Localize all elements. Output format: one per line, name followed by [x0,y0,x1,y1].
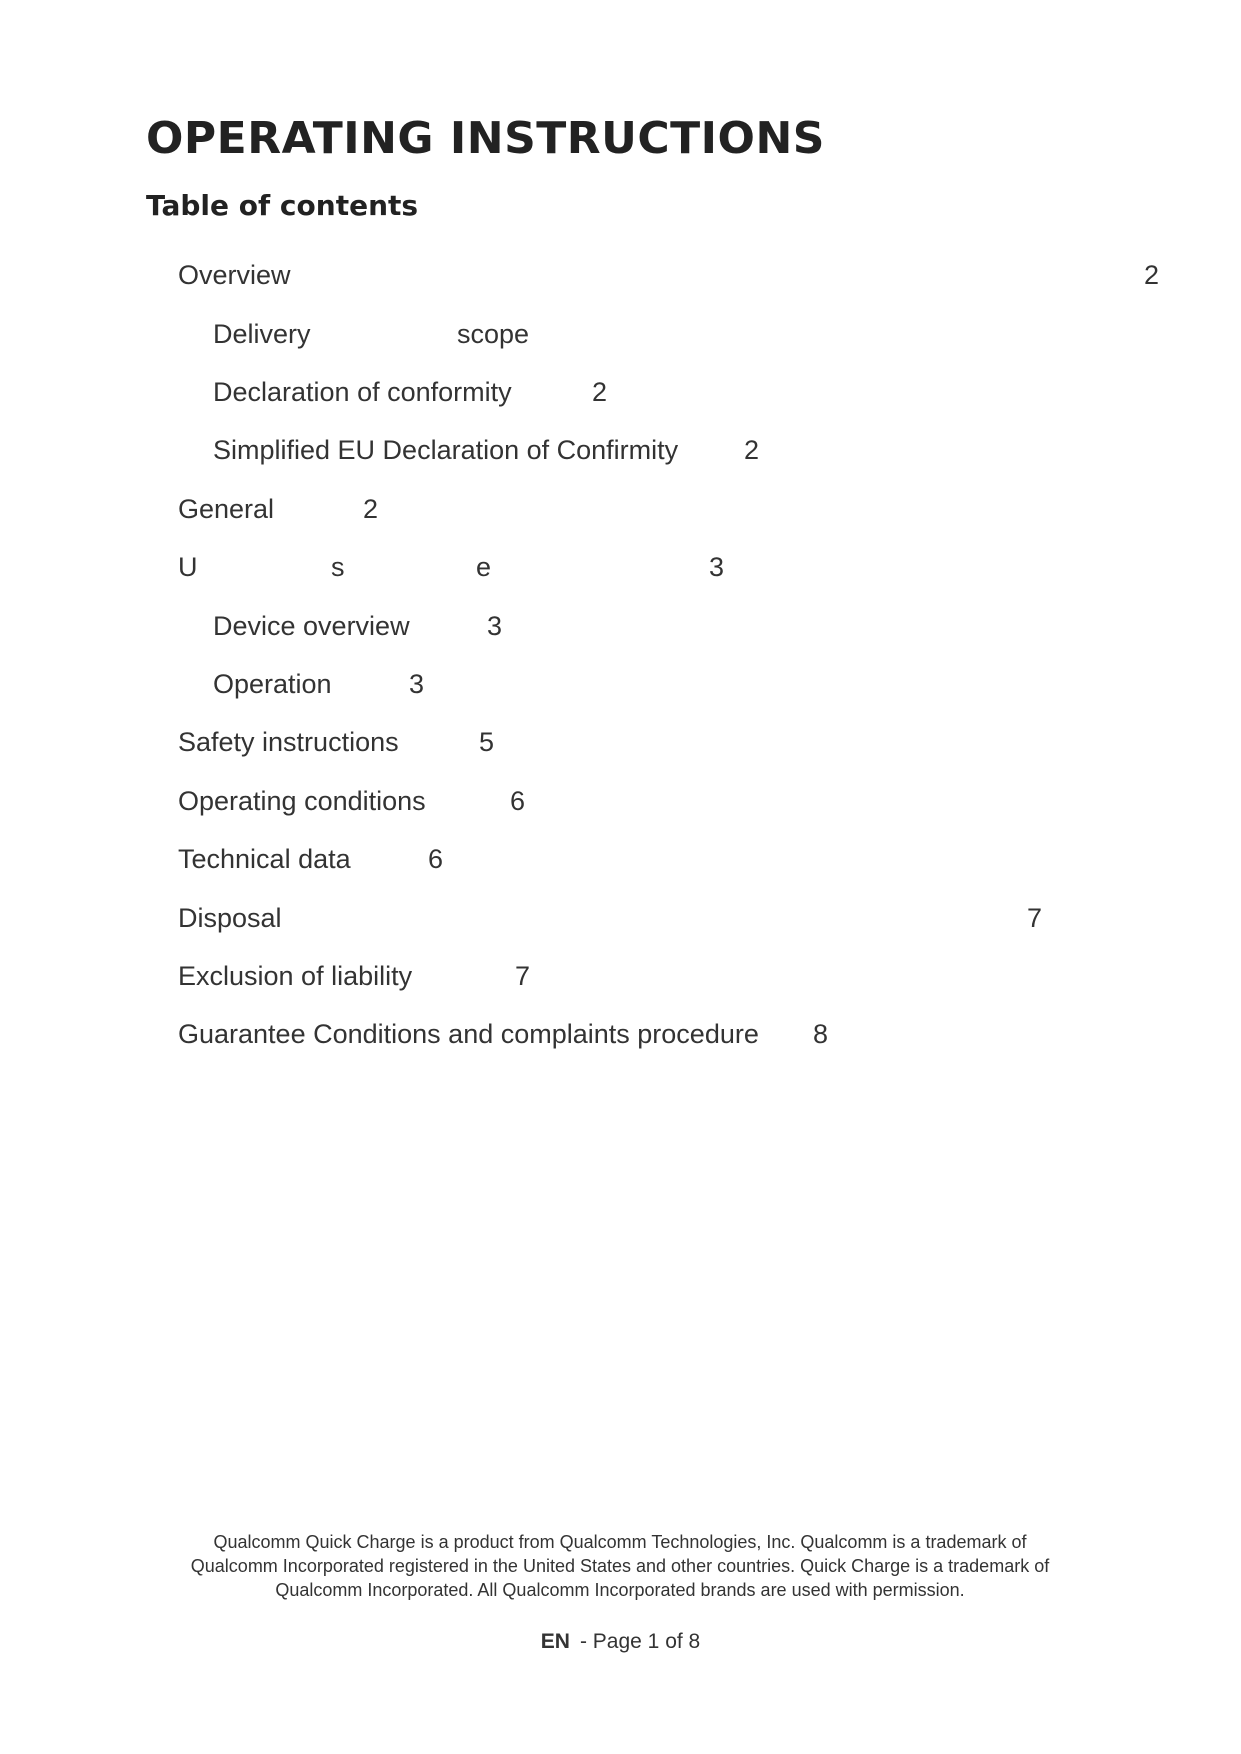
trademark-notice-line: Qualcomm Incorporated registered in the United States and other countries. Quick Charge is a trademark of [190,1556,1050,1576]
trademark-notice-line: Qualcomm Quick Charge is a product from Qualcomm Technologies, Inc. Qualcomm is a trademark of [213,1532,1027,1552]
document-title: OPERATING INSTRUCTIONS [146,113,825,164]
toc-entry-label: Operation [213,669,332,699]
toc-heading: Table of contents [146,189,419,222]
toc-entry-page: 8 [813,1019,829,1049]
toc-entry-page: 2 [1144,260,1160,290]
toc-entry-page: 7 [515,961,531,991]
trademark-notice [120,1530,1120,1602]
toc-entry-page: 7 [1027,903,1043,933]
toc-entry-label: Technical data [178,844,351,874]
toc-entry-label: General [178,494,275,524]
toc-entry-page: 5 [479,727,495,757]
toc-entry-label: Overview [178,260,291,290]
toc-entry-page: 6 [428,844,444,874]
toc-entry-label: Simplified EU Declaration of Confirmity [213,435,679,465]
toc-entry-page: 2 [363,494,379,524]
toc-entry-page: 3 [487,611,503,641]
toc-entry-label-continued: scope [457,319,530,349]
toc-entry-page: 3 [709,552,725,582]
trademark-notice-line: Qualcomm Incorporated. All Qualcomm Incorporated brands are used with permission. [275,1580,965,1600]
toc-entry-label-continued: s [331,552,345,582]
toc-entry-label-continued: e [476,552,492,582]
toc-entry-label: Safety instructions [178,727,399,757]
toc-entry-page: 2 [744,435,760,465]
toc-entry-label: Disposal [178,903,282,933]
toc-entry-page: 2 [592,377,608,407]
toc-entry-label: Exclusion of liability [178,961,413,991]
toc-entry-label: U [178,552,198,582]
page-footer [0,1630,1241,1654]
toc-entry-label: Operating conditions [178,786,426,816]
language-code: EN [540,1630,570,1653]
toc-entry-label: Declaration of conformity [213,377,512,407]
page-number: - Page 1 of 8 [579,1630,701,1653]
toc-entry-page: 6 [510,786,526,816]
toc-entry-label: Device overview [213,611,410,641]
toc-entry-label: Delivery [213,319,311,349]
toc-entry-label: Guarantee Conditions and complaints procedure [178,1019,759,1049]
toc-entry-page: 3 [409,669,425,699]
